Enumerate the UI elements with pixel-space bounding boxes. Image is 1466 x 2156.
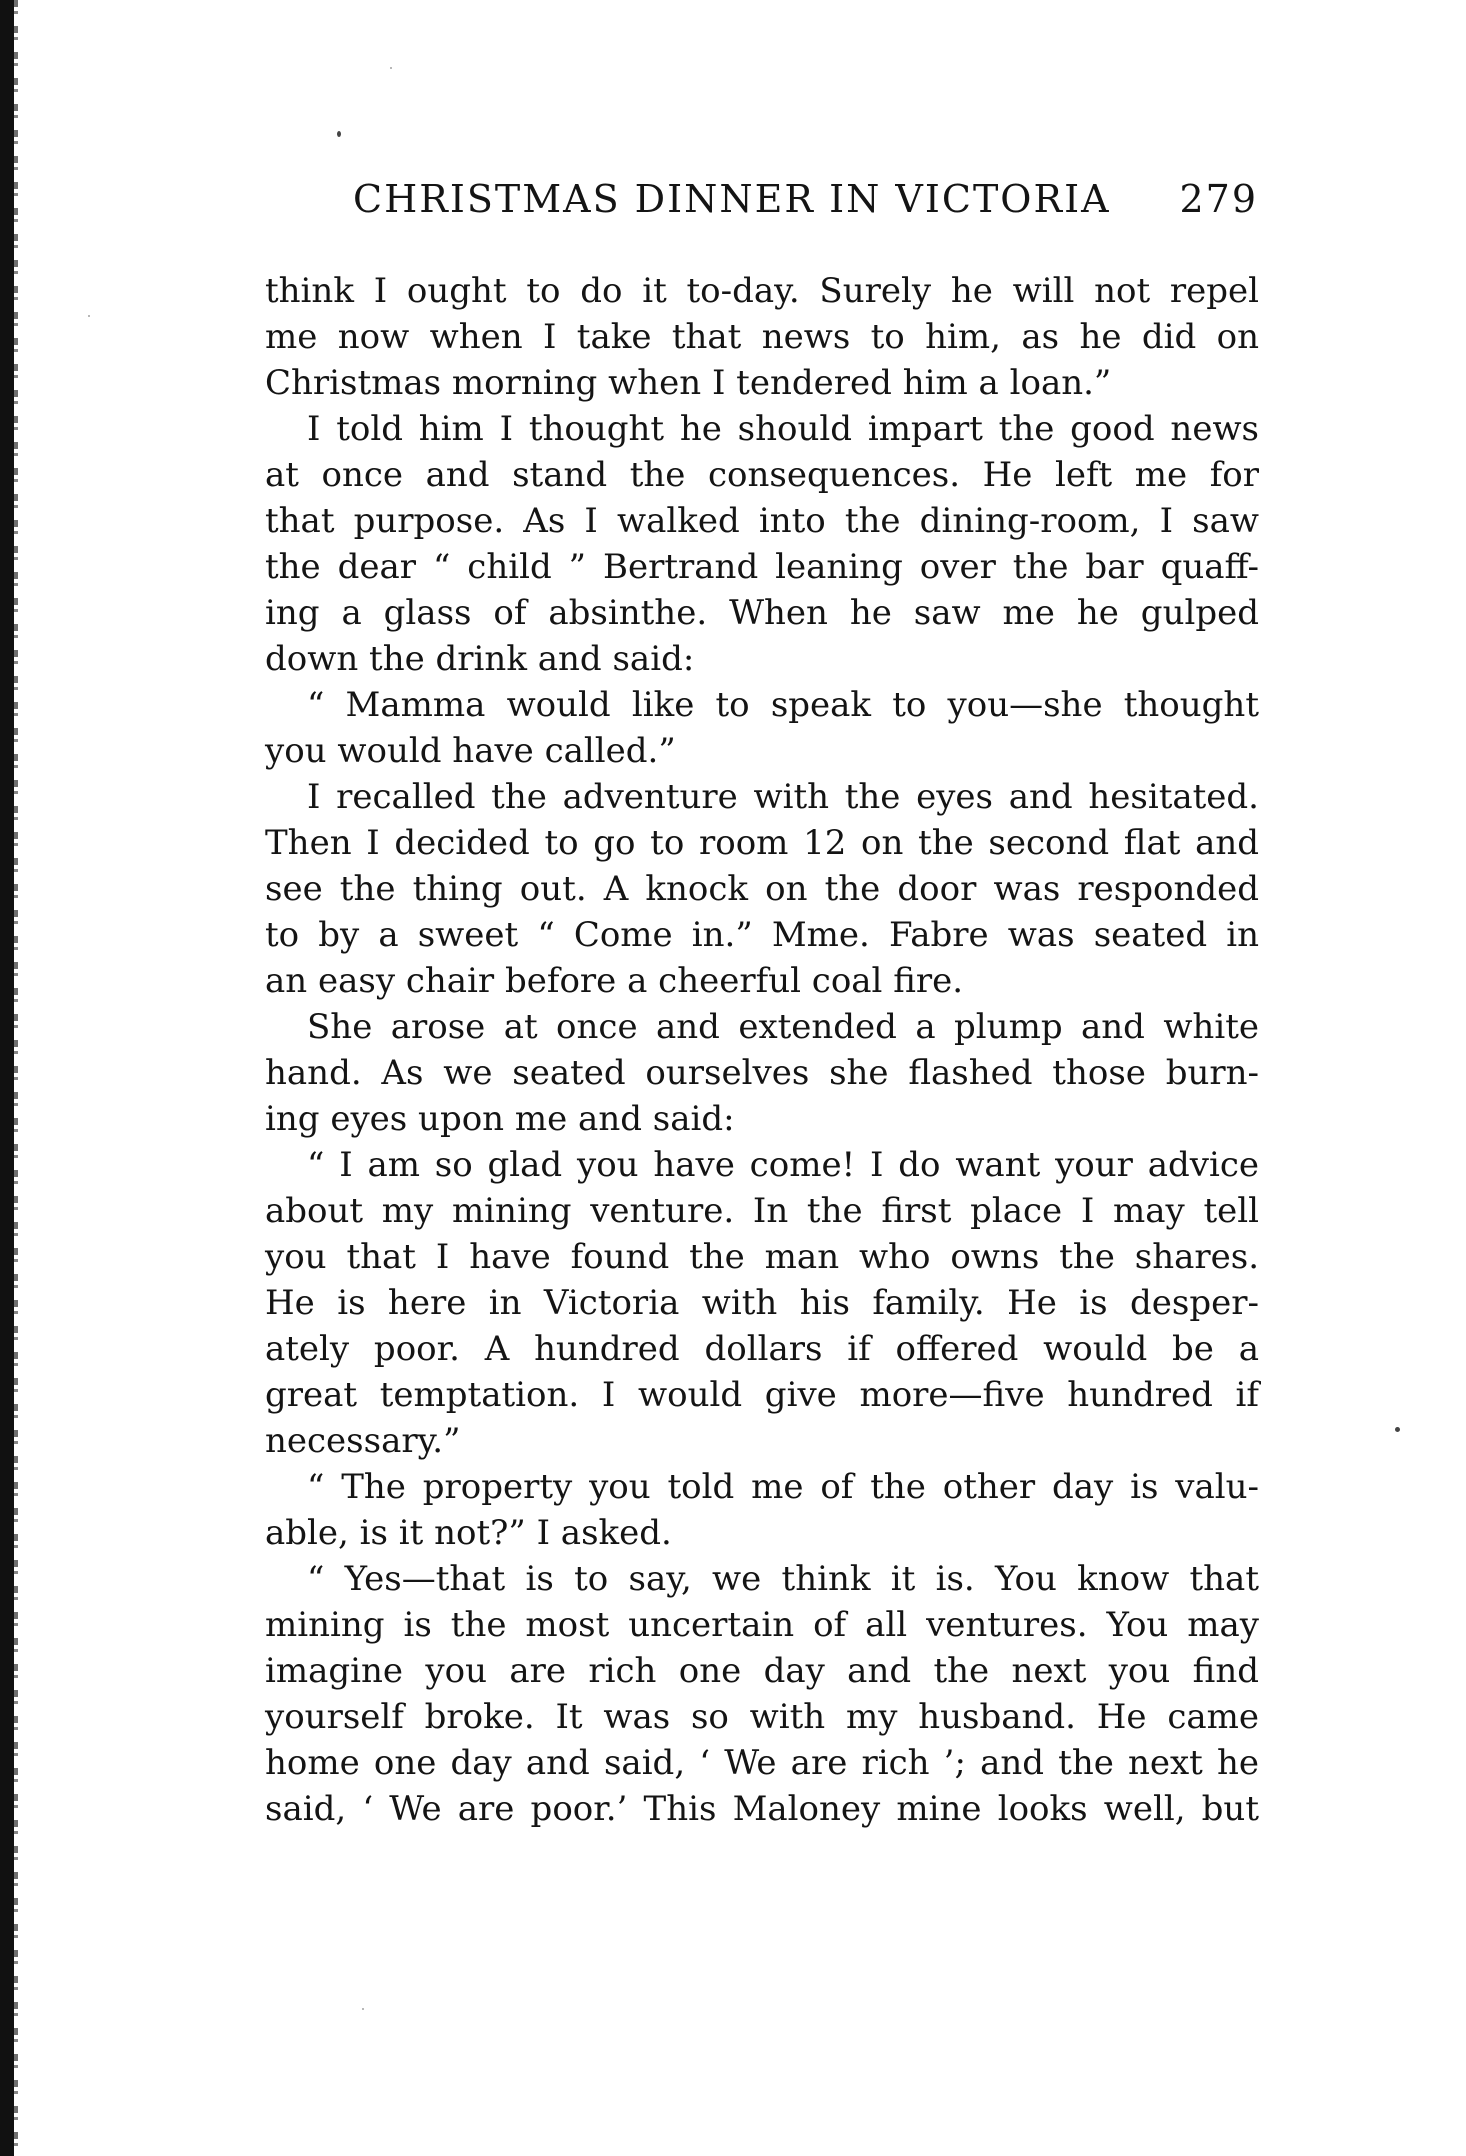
- text-line: imagine you are rich one day and the next you find: [265, 1651, 1259, 1691]
- text-line: Then I decided to go to room 12 on the second flat and: [265, 823, 1259, 863]
- text-line: ately poor. A hundred dollars if offered would be a: [265, 1329, 1259, 1369]
- ink-speck: [362, 2008, 364, 2010]
- text-line: “ Mamma would like to speak to you—she thought: [307, 685, 1259, 725]
- text-line: I recalled the adventure with the eyes and hesitated.: [307, 777, 1259, 817]
- text-line: the dear “ child ” Bertrand leaning over the bar quaff-: [265, 547, 1259, 587]
- page-number: 279: [1179, 177, 1258, 221]
- text-line: She arose at once and extended a plump and white: [307, 1007, 1259, 1047]
- text-line: able, is it not?” I asked.: [265, 1513, 672, 1553]
- text-line: He is here in Victoria with his family. He is desper-: [265, 1283, 1259, 1323]
- text-line: “ The property you told me of the other day is valu-: [307, 1467, 1259, 1507]
- ink-speck: [88, 315, 90, 317]
- text-line: ing a glass of absinthe. When he saw me he gulped: [265, 593, 1259, 633]
- text-line: yourself broke. It was so with my husband. He came: [265, 1697, 1259, 1737]
- text-line: said, ‘ We are poor.’ This Maloney mine looks well, but: [265, 1789, 1259, 1829]
- text-line: necessary.”: [265, 1421, 461, 1461]
- text-line: Christmas morning when I tendered him a loan.”: [265, 363, 1112, 403]
- text-line: you would have called.”: [265, 731, 676, 771]
- binding-shadow: [14, 0, 18, 2156]
- text-line: hand. As we seated ourselves she flashed those burn-: [265, 1053, 1259, 1093]
- binding-edge: [0, 0, 14, 2156]
- running-head: [353, 177, 1258, 225]
- text-line: think I ought to do it to-day. Surely he will not repel: [265, 271, 1259, 311]
- text-line: down the drink and said:: [265, 639, 695, 679]
- text-line: you that I have found the man who owns the shares.: [265, 1237, 1259, 1277]
- body-text: [265, 268, 1259, 1832]
- text-line: great temptation. I would give more—five hundred if: [265, 1375, 1259, 1415]
- text-line: I told him I thought he should impart the good news: [307, 409, 1259, 449]
- text-line: at once and stand the consequences. He left me for: [265, 455, 1259, 495]
- chapter-title: CHRISTMAS DINNER IN VICTORIA: [353, 177, 1111, 221]
- text-line: mining is the most uncertain of all ventures. You may: [265, 1605, 1259, 1645]
- text-line: an easy chair before a cheerful coal fire.: [265, 961, 964, 1001]
- text-line: ing eyes upon me and said:: [265, 1099, 735, 1139]
- text-line: me now when I take that news to him, as he did on: [265, 317, 1259, 357]
- ink-speck: [1395, 1427, 1400, 1432]
- text-line: to by a sweet “ Come in.” Mme. Fabre was seated in: [265, 915, 1259, 955]
- text-line: about my mining venture. In the first place I may tell: [265, 1191, 1259, 1231]
- text-line: see the thing out. A knock on the door was responded: [265, 869, 1259, 909]
- text-line: “ I am so glad you have come! I do want your advice: [307, 1145, 1259, 1185]
- ink-speck: [390, 67, 392, 69]
- text-line: that purpose. As I walked into the dining-room, I saw: [265, 501, 1259, 541]
- ink-speck: [337, 131, 341, 137]
- text-line: home one day and said, ‘ We are rich ’; and the next he: [265, 1743, 1259, 1783]
- text-line: “ Yes—that is to say, we think it is. You know that: [307, 1559, 1259, 1599]
